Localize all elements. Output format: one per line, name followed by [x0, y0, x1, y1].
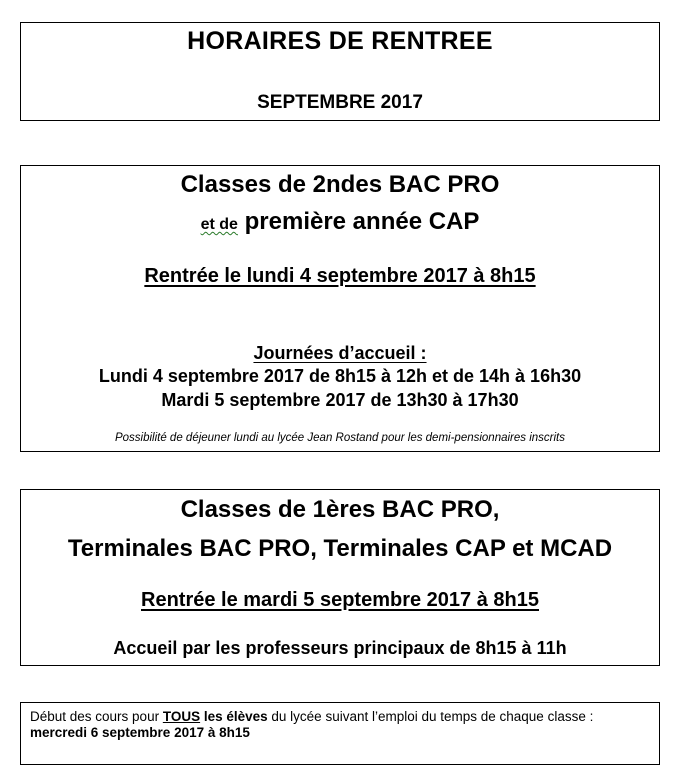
courses-start-part-2: les élèves	[200, 709, 268, 724]
section-2ndes-heading-2	[21, 208, 659, 236]
page-subtitle: SEPTEMBRE 2017	[257, 92, 423, 113]
courses-start-tous: TOUS	[162, 709, 201, 724]
section-1eres-heading-2: Terminales BAC PRO, Terminales CAP et MCAD	[67, 535, 613, 562]
header-box	[20, 22, 660, 121]
section-2ndes-rentree: Rentrée le lundi 4 septembre 2017 à 8h15	[144, 265, 536, 287]
section-1eres-terminales	[20, 489, 660, 666]
courses-start-date: mercredi 6 septembre 2017 à 8h15	[30, 725, 250, 740]
courses-start-part-1: Début des cours pour	[30, 709, 163, 724]
section-2ndes-heading-1: Classes de 2ndes BAC PRO	[180, 171, 500, 198]
section-1eres-rentree: Rentrée le mardi 5 septembre 2017 à 8h15	[141, 589, 539, 611]
courses-start-box	[20, 702, 660, 765]
section-2ndes-accueil-line-2: Mardi 5 septembre 2017 de 13h30 à 17h30	[161, 390, 519, 410]
courses-start-text	[30, 709, 651, 741]
section-2ndes-heading-2-big: première année CAP	[244, 208, 480, 235]
courses-start-part-3: du lycée suivant l’emploi du temps de chaque classe :	[267, 709, 594, 724]
section-1eres-accueil: Accueil par les professeurs principaux de 8h15 à 11h	[113, 638, 567, 658]
section-2ndes-note: Possibilité de déjeuner lundi au lycée Jean Rostand pour les demi-pensionnaires inscrits	[114, 432, 566, 444]
section-2ndes-accueil-line-1: Lundi 4 septembre 2017 de 8h15 à 12h et de 14h à 16h30	[98, 366, 582, 386]
page-title: HORAIRES DE RENTREE	[187, 27, 493, 55]
section-2ndes-heading-2-small: et de	[200, 216, 238, 233]
section-2ndes	[20, 165, 660, 452]
section-1eres-heading-1: Classes de 1ères BAC PRO,	[180, 496, 500, 523]
section-2ndes-accueil-heading: Journées d’accueil :	[253, 343, 427, 363]
